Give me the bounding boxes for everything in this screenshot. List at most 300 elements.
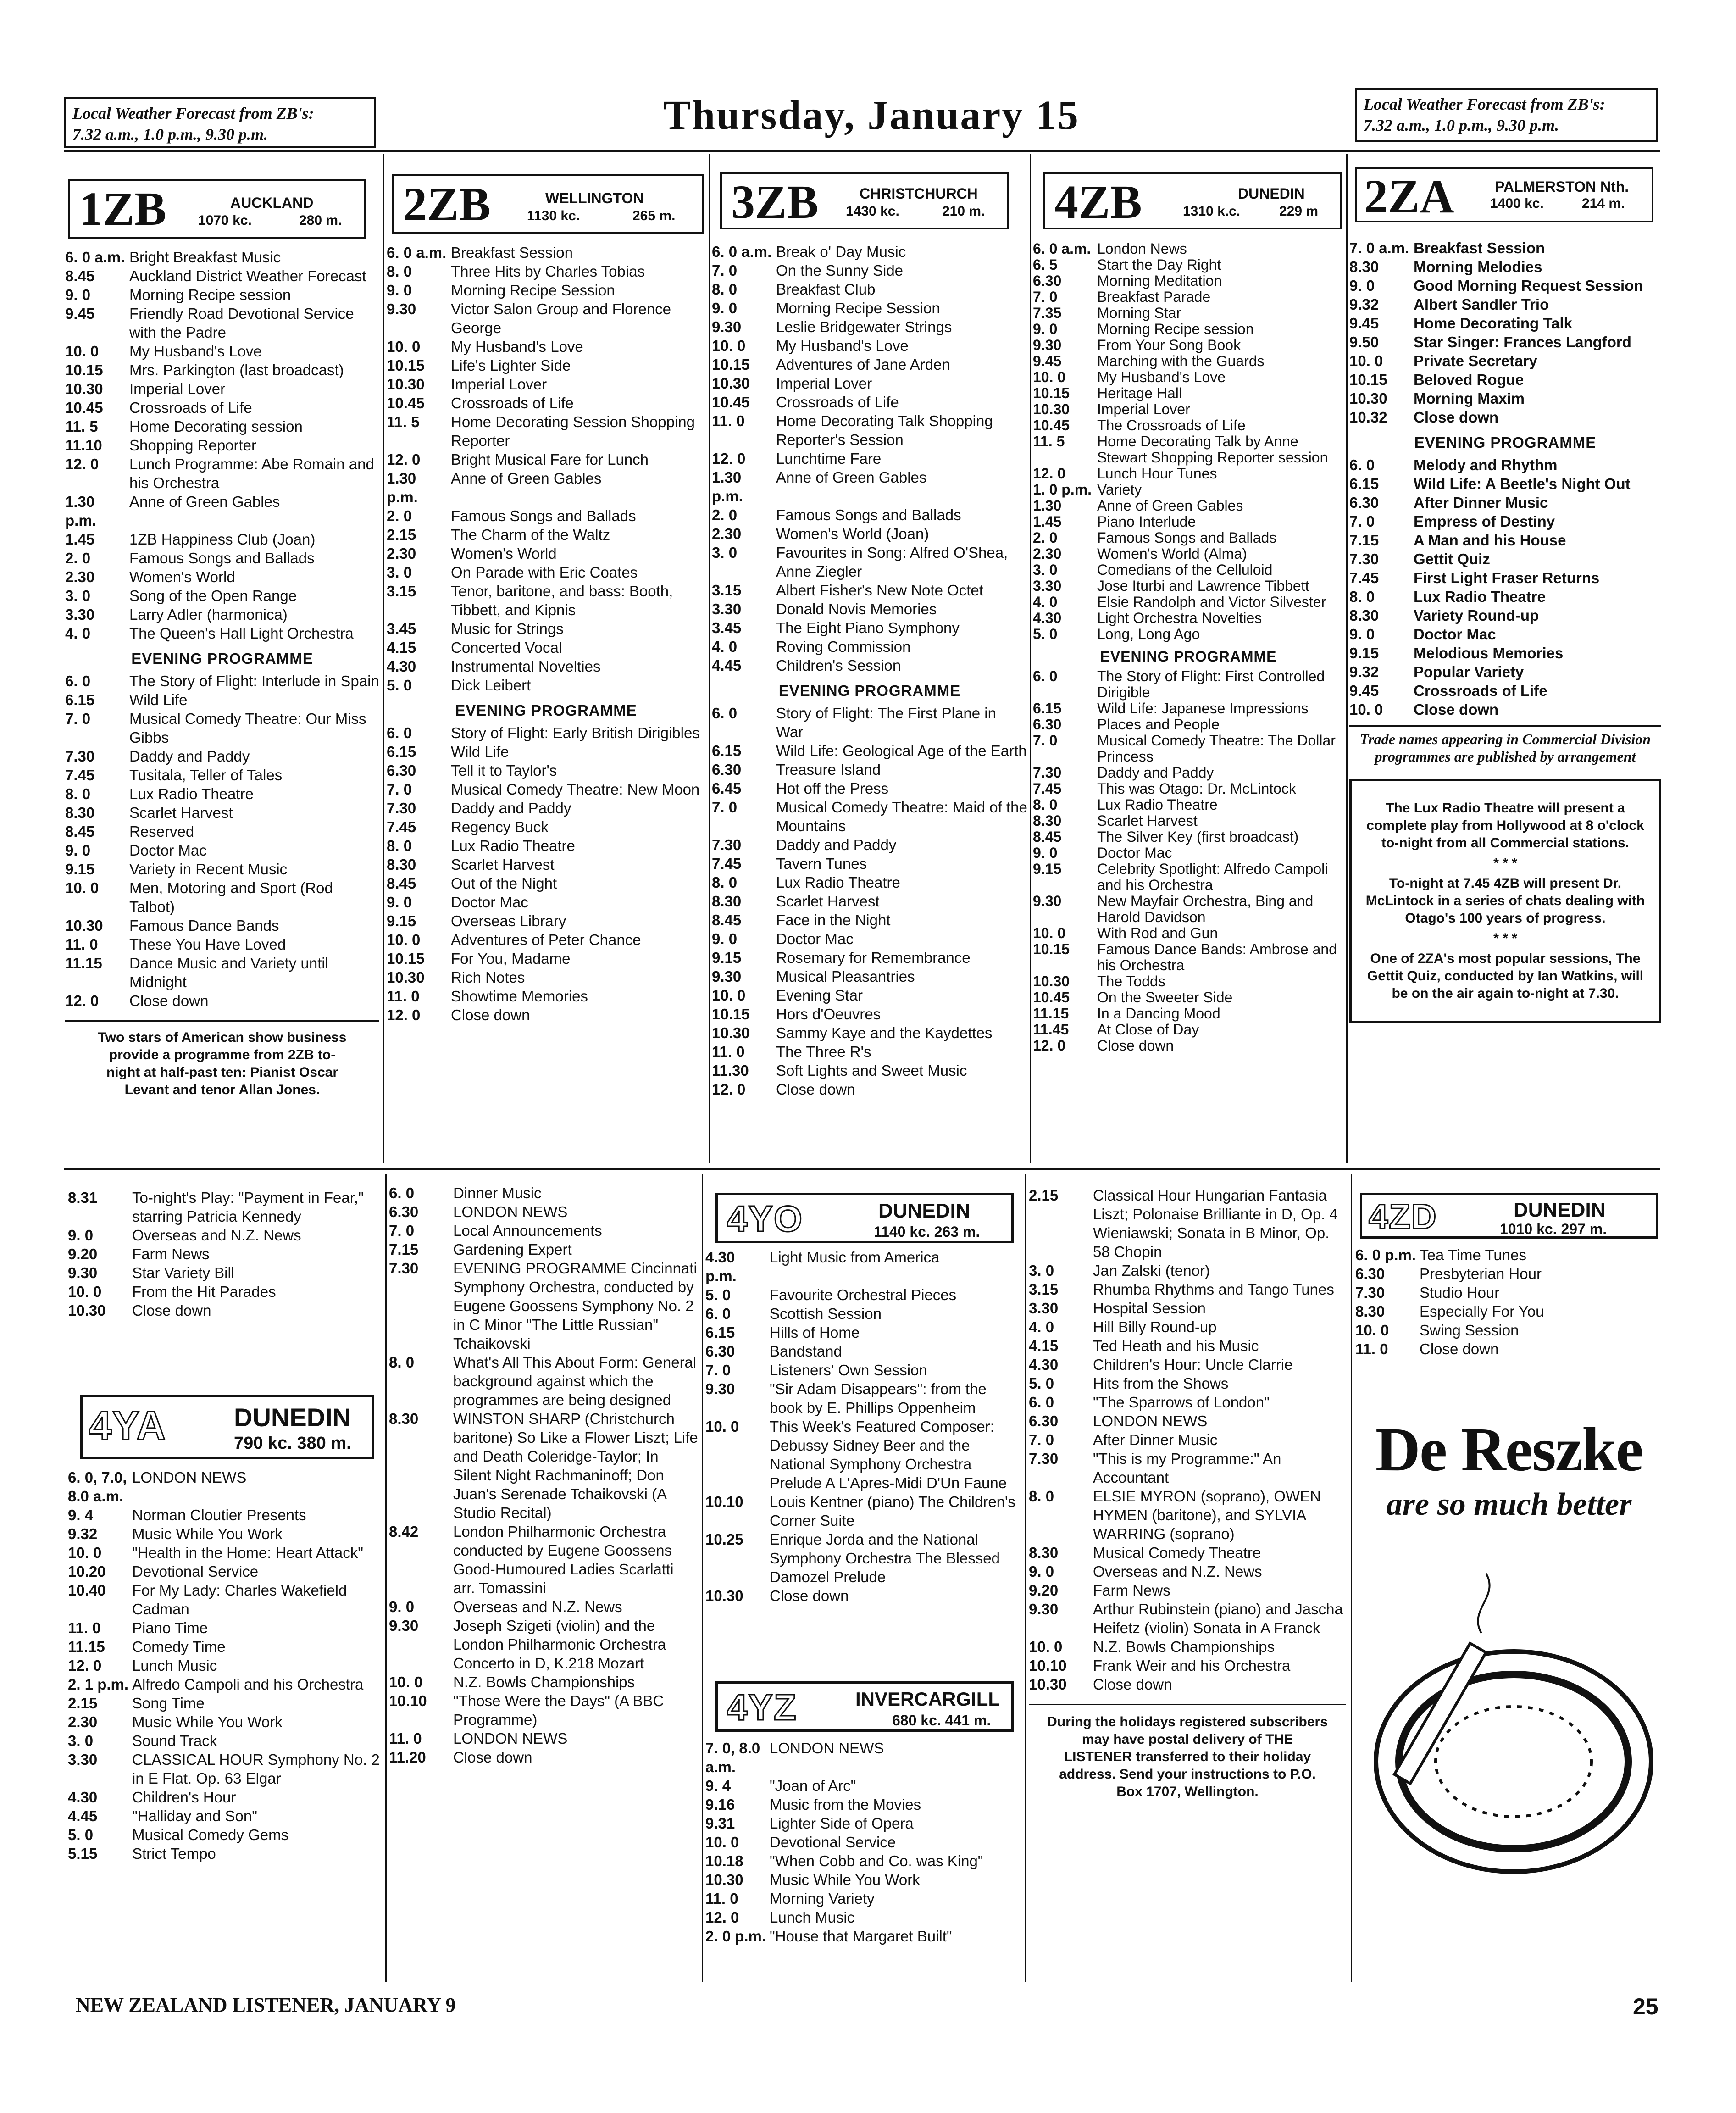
- program-title: Soft Lights and Sweet Music: [776, 1062, 967, 1079]
- program-item: [387, 949, 705, 968]
- program-item: [1033, 369, 1344, 385]
- program-time: 9.30: [1029, 1601, 1059, 1618]
- program-time: 8.30: [1355, 1303, 1385, 1320]
- program-time: 5. 0: [1029, 1375, 1054, 1392]
- program-item: [65, 398, 379, 417]
- program-title: To-night's Play: "Payment in Fear," starring Patricia Kennedy: [132, 1189, 364, 1225]
- program-item: [387, 855, 705, 874]
- program-item: [1029, 1600, 1346, 1637]
- announcement-2za: One of 2ZA's most popular sessions, The Gettit Quiz, conducted by Ian Watkins, will be on the air again to-night at 7.30.: [1367, 951, 1644, 1001]
- program-item: [712, 280, 1027, 299]
- program-title: New Mayfair Orchestra, Bing and Harold Davidson: [1097, 893, 1314, 925]
- station-call: 4ZD: [1369, 1197, 1437, 1236]
- program-title: Dance Music and Variety until Midnight: [129, 955, 329, 990]
- program-item: [68, 1750, 382, 1788]
- station-call: 1ZB: [79, 183, 166, 235]
- program-title: Musical Comedy Theatre: New Moon: [451, 781, 700, 798]
- program-item: [1349, 606, 1661, 625]
- station-call: 2ZB: [403, 178, 491, 231]
- program-title: WINSTON SHARP (Christchurch baritone) So Like a Flower Liszt; Life and Death Coleridge-Taylor; In Silent Night Rachmaninoff; Don Juan's Serenade Tchaikovski (A Studio Recital): [453, 1410, 698, 1521]
- program-title: Life's Lighter Side: [451, 357, 571, 374]
- program-title: Imperial Lover: [776, 375, 872, 392]
- program-item: [65, 285, 379, 304]
- program-title: Crossroads of Life: [776, 394, 899, 411]
- program-time: 10. 0: [65, 343, 99, 360]
- weather-left-line1: Local Weather Forecast from ZB's:: [72, 104, 314, 122]
- program-time: 4.30: [1033, 610, 1062, 626]
- program-time: 12. 0: [1033, 465, 1066, 482]
- day-list: [705, 1739, 1022, 1946]
- program-title: Musical Comedy Theatre: The Dollar Princess: [1097, 732, 1336, 765]
- program-time: 1.30 p.m.: [712, 469, 743, 505]
- column-rule: [1025, 1174, 1026, 1982]
- program-time: 12. 0: [68, 1657, 102, 1674]
- program-title: Close down: [1093, 1676, 1172, 1693]
- program-title: Close down: [132, 1302, 211, 1319]
- program-item: [1355, 1340, 1660, 1358]
- program-item: [387, 799, 705, 817]
- program-title: Albert Sandler Trio: [1414, 296, 1549, 313]
- program-title: Break o' Day Music: [776, 243, 906, 260]
- program-title: At Close of Day: [1097, 1021, 1199, 1038]
- program-item: [387, 356, 705, 375]
- program-item: [68, 1731, 382, 1750]
- program-title: The Todds: [1097, 973, 1165, 990]
- day-list: [65, 248, 379, 643]
- column-note: Two stars of American show business provide a programme from 2ZB to-night at half-past ten: Pianist Oscar Levant and tenor Allan Jones.: [98, 1030, 347, 1097]
- program-time: 3. 0: [68, 1732, 94, 1749]
- program-item: [68, 1506, 382, 1524]
- program-time: 6.15: [1349, 475, 1379, 492]
- program-time: 8.30: [1033, 812, 1062, 829]
- program-item: [712, 986, 1027, 1005]
- program-time: 9.30: [1033, 337, 1062, 353]
- program-item: [387, 723, 705, 742]
- program-time: 8.45: [1033, 829, 1062, 845]
- program-time: 3.15: [387, 583, 416, 600]
- column-4yz: [705, 1739, 1022, 1946]
- program-item: [68, 1694, 382, 1713]
- program-item: [705, 1586, 1022, 1605]
- program-time: 8.42: [389, 1523, 419, 1540]
- program-item: [705, 1852, 1022, 1870]
- program-item: [1033, 925, 1344, 941]
- program-time: 5. 0: [1033, 626, 1058, 642]
- station-wave: 265 m.: [632, 208, 676, 223]
- program-time: 4.15: [1029, 1337, 1059, 1354]
- column-4zd: [1355, 1246, 1660, 1358]
- program-time: 9.45: [1349, 682, 1379, 699]
- program-title: Close down: [770, 1587, 849, 1604]
- program-title: Wild Life: Japanese Impressions: [1097, 700, 1309, 717]
- program-item: [389, 1597, 699, 1616]
- program-title: First Light Fraser Returns: [1414, 569, 1600, 586]
- station-freq: 1070 kc.: [198, 213, 252, 228]
- program-item: [65, 624, 379, 643]
- program-item: [1033, 813, 1344, 829]
- program-item: [1033, 578, 1344, 594]
- program-time: 6.30: [712, 761, 742, 778]
- program-title: Strict Tempo: [132, 1845, 216, 1862]
- program-time: 8.30: [387, 856, 416, 873]
- program-title: Gettit Quiz: [1414, 550, 1490, 567]
- program-item: [65, 605, 379, 624]
- announcement-lux: The Lux Radio Theatre will present a complete play from Hollywood at 8 o'clock to-night from all Commercial stations.: [1366, 801, 1644, 851]
- program-item: [705, 1927, 1022, 1946]
- program-item: [1349, 531, 1661, 550]
- program-item: [1033, 321, 1344, 337]
- program-item: [387, 676, 705, 695]
- program-time: 8.45: [712, 912, 742, 929]
- program-time: 3.15: [1029, 1281, 1059, 1298]
- program-item: [712, 798, 1027, 835]
- program-item: [68, 1637, 382, 1656]
- program-item: [712, 543, 1027, 581]
- program-item: [712, 637, 1027, 656]
- program-time: 7.45: [1033, 780, 1062, 797]
- program-title: Imperial Lover: [451, 376, 547, 393]
- program-title: On the Sunny Side: [776, 262, 904, 279]
- program-time: 5.15: [68, 1845, 98, 1862]
- station-call: 4YO: [727, 1198, 804, 1239]
- program-title: Empress of Destiny: [1414, 513, 1555, 530]
- column-cont-1: [68, 1188, 382, 1320]
- program-item: [1033, 498, 1344, 514]
- program-title: Close down: [1097, 1037, 1174, 1054]
- program-title: Private Secretary: [1414, 352, 1537, 369]
- program-time: 8. 0: [712, 874, 738, 891]
- program-title: The Story of Flight: First Controlled Dirigible: [1097, 668, 1325, 701]
- program-title: Morning Melodies: [1414, 258, 1542, 275]
- program-title: Music While You Work: [770, 1871, 920, 1888]
- program-title: Long, Long Ago: [1097, 626, 1200, 642]
- program-item: [1349, 351, 1661, 370]
- program-item: [705, 1342, 1022, 1361]
- program-title: Music for Strings: [451, 620, 564, 637]
- program-title: Beloved Rogue: [1414, 371, 1524, 388]
- program-time: 10. 0: [712, 337, 746, 354]
- program-title: Children's Hour: Uncle Clarrie: [1093, 1356, 1293, 1373]
- program-title: Daddy and Paddy: [1097, 764, 1214, 781]
- program-title: Scottish Session: [770, 1305, 882, 1322]
- program-item: [1349, 314, 1661, 333]
- program-item: [712, 600, 1027, 618]
- program-title: For My Lady: Charles Wakefield Cadman: [132, 1582, 347, 1618]
- program-title: Adventures of Peter Chance: [451, 931, 641, 948]
- program-time: 9.30: [389, 1617, 419, 1634]
- program-item: [705, 1908, 1022, 1927]
- program-time: 6. 0, 7.0, 8.0 a.m.: [68, 1469, 127, 1505]
- program-time: 9. 0: [387, 894, 412, 911]
- program-time: 10.15: [712, 1006, 750, 1023]
- program-item: [1033, 668, 1344, 701]
- program-title: Breakfast Parade: [1097, 289, 1211, 305]
- program-time: 7.45: [712, 855, 742, 872]
- program-time: 10. 0: [1349, 352, 1383, 369]
- program-item: [705, 1304, 1022, 1323]
- program-item: [1033, 546, 1344, 562]
- program-item: [1349, 662, 1661, 681]
- station-freq: 1010 kc. 297 m.: [1500, 1221, 1607, 1237]
- program-item: [712, 1005, 1027, 1023]
- program-title: Star Variety Bill: [132, 1264, 235, 1281]
- program-time: 10. 0: [1033, 369, 1066, 385]
- program-item: [387, 930, 705, 949]
- program-item: [1033, 241, 1344, 257]
- station-call: 2ZA: [1364, 170, 1454, 223]
- program-item: [1033, 417, 1344, 434]
- program-time: 10.10: [705, 1493, 743, 1510]
- program-title: Story of Flight: The First Plane in War: [776, 705, 996, 740]
- program-time: 6. 0 a.m.: [712, 243, 772, 260]
- program-title: CLASSICAL HOUR Symphony No. 2 in E Flat. Op. 63 Elgar: [132, 1751, 380, 1787]
- program-time: 3. 0: [65, 587, 91, 604]
- evening-list: [1033, 668, 1344, 1054]
- program-time: 3.30: [68, 1751, 98, 1768]
- program-title: LONDON NEWS: [453, 1730, 568, 1747]
- program-time: 9.15: [1033, 861, 1062, 877]
- program-time: 2. 0: [65, 550, 91, 567]
- program-item: [65, 436, 379, 455]
- program-item: [1349, 370, 1661, 389]
- program-time: 7. 0: [1033, 289, 1058, 305]
- program-time: 8.31: [68, 1189, 98, 1206]
- program-title: Tavern Tunes: [776, 855, 867, 872]
- program-time: 7.30: [389, 1260, 419, 1277]
- program-title: Frank Weir and his Orchestra: [1093, 1657, 1291, 1674]
- program-time: 10. 0: [712, 987, 746, 1004]
- program-time: 6.15: [65, 691, 95, 708]
- program-title: Light Music from America: [770, 1249, 940, 1266]
- program-time: 7.30: [1355, 1284, 1385, 1301]
- program-title: Out of the Night: [451, 875, 557, 892]
- program-title: The Charm of the Waltz: [451, 526, 610, 543]
- program-title: Marching with the Guards: [1097, 353, 1265, 369]
- program-time: 11. 5: [1033, 433, 1065, 450]
- program-item: [705, 1285, 1022, 1304]
- program-title: Wild Life: Geological Age of the Earth: [776, 742, 1027, 759]
- program-time: 6.15: [387, 743, 416, 760]
- program-title: Crossroads of Life: [1414, 682, 1547, 699]
- program-item: [1349, 239, 1661, 257]
- program-time: 7.35: [1033, 305, 1062, 321]
- program-item: [387, 1006, 705, 1024]
- program-item: [1355, 1321, 1660, 1340]
- program-title: Melodious Memories: [1414, 645, 1564, 662]
- program-time: 7. 0: [387, 781, 412, 798]
- program-title: Melody and Rhythm: [1414, 456, 1558, 473]
- program-time: 10.15: [1349, 371, 1387, 388]
- program-item: [1029, 1412, 1346, 1430]
- program-item: [68, 1245, 382, 1263]
- program-time: 10.30: [1033, 973, 1070, 990]
- program-time: 7.15: [389, 1241, 419, 1258]
- section-rule: [64, 1168, 1660, 1170]
- program-title: Morning Meditation: [1097, 272, 1222, 289]
- program-item: [389, 1259, 699, 1353]
- afternoon-list: [1029, 1186, 1346, 1694]
- program-item: [1029, 1186, 1346, 1261]
- program-title: Classical Hour Hungarian Fantasia Liszt; Polonaise Brilliante in D, Op. 4 Wieniawski; Sonata in B Minor, Op. 58 Chopin: [1093, 1187, 1338, 1260]
- program-item: [712, 892, 1027, 911]
- program-time: 2. 0: [712, 506, 738, 523]
- program-time: 10.30: [712, 375, 750, 392]
- announcement-box: [1349, 779, 1661, 1023]
- program-item: [1033, 514, 1344, 530]
- program-item: [1033, 1038, 1344, 1054]
- program-item: [712, 618, 1027, 637]
- program-title: Lunch Music: [132, 1657, 217, 1674]
- program-item: [389, 1202, 699, 1221]
- program-time: 9. 0: [1349, 277, 1375, 294]
- program-item: [712, 393, 1027, 411]
- station-name: AUCKLAND: [230, 195, 314, 211]
- program-time: 11.45: [1033, 1021, 1069, 1038]
- program-time: 10.10: [1029, 1657, 1067, 1674]
- program-title: Donald Novis Memories: [776, 601, 937, 617]
- program-item: [65, 304, 379, 342]
- program-title: Bandstand: [770, 1343, 842, 1360]
- evening-list: [389, 1184, 699, 1767]
- program-item: [1033, 353, 1344, 369]
- program-title: On Parade with Eric Coates: [451, 564, 638, 581]
- column-4ya: [68, 1468, 382, 1863]
- program-time: 10.30: [387, 376, 425, 393]
- program-title: Overseas and N.Z. News: [453, 1598, 622, 1615]
- program-time: 10. 0: [65, 879, 99, 896]
- station-name: DUNEDIN: [1514, 1199, 1606, 1221]
- program-item: [387, 412, 705, 450]
- program-item: [68, 1713, 382, 1731]
- program-item: [387, 337, 705, 356]
- program-title: Sammy Kaye and the Kaydettes: [776, 1024, 993, 1041]
- program-title: Music While You Work: [132, 1525, 283, 1542]
- program-time: 3.45: [712, 619, 742, 636]
- day-list: [712, 242, 1027, 675]
- program-title: Joseph Szigeti (violin) and the London Philharmonic Orchestra Concerto in D, K.218 Mozart: [453, 1617, 666, 1672]
- program-title: Enrique Jorda and the National Symphony Orchestra The Blessed Damozel Prelude: [770, 1531, 1000, 1585]
- station-box-4ya: [80, 1395, 374, 1459]
- program-title: Children's Session: [776, 657, 901, 674]
- note-rule: [65, 1020, 379, 1022]
- program-item: [389, 1673, 699, 1691]
- program-time: 10.15: [1033, 385, 1070, 401]
- program-item: [712, 835, 1027, 854]
- program-title: Popular Variety: [1414, 663, 1524, 680]
- header-rule: [64, 150, 1660, 152]
- program-item: [712, 854, 1027, 873]
- program-item: [68, 1468, 382, 1506]
- program-title: Close down: [1414, 409, 1499, 426]
- footer-issue: NEW ZEALAND LISTENER, JANUARY 9: [76, 1994, 456, 2016]
- program-time: 6.30: [1355, 1265, 1385, 1282]
- program-title: A Man and his House: [1414, 532, 1566, 549]
- program-title: Women's World (Alma): [1097, 545, 1247, 562]
- program-item: [705, 1870, 1022, 1889]
- program-title: "Sir Adam Disappears": from the book by E. Phillips Oppenheim: [770, 1380, 987, 1416]
- program-time: 8. 0: [389, 1354, 415, 1371]
- program-item: [1033, 941, 1344, 973]
- program-time: 11. 5: [387, 413, 420, 430]
- program-item: [712, 656, 1027, 675]
- program-item: [712, 1080, 1027, 1099]
- program-time: 9.16: [705, 1796, 735, 1813]
- program-title: Close down: [129, 992, 209, 1009]
- column-rule: [702, 1174, 703, 1982]
- program-time: 7. 0: [705, 1362, 731, 1379]
- program-time: 1. 0 p.m.: [1033, 481, 1092, 498]
- program-title: Tea Time Tunes: [1420, 1246, 1526, 1263]
- program-title: The Crossroads of Life: [1097, 417, 1246, 434]
- column-2zb: [387, 243, 705, 1024]
- program-item: [65, 492, 379, 530]
- program-time: 4.45: [712, 657, 742, 674]
- column-rule: [1351, 1174, 1352, 1982]
- station-box-3zb: [720, 172, 1009, 229]
- program-title: Story of Flight: Early British Dirigibles: [451, 724, 700, 741]
- program-title: Star Singer: Frances Langford: [1414, 334, 1631, 350]
- program-item: [65, 747, 379, 766]
- program-time: 6. 0: [387, 724, 412, 741]
- program-item: [1029, 1430, 1346, 1449]
- program-title: Song Time: [132, 1695, 205, 1712]
- page-title: Thursday, January 15: [663, 93, 1080, 138]
- program-item: [1033, 845, 1344, 861]
- program-title: Women's World (Joan): [776, 525, 929, 542]
- program-title: Anne of Green Gables: [1097, 497, 1243, 514]
- program-title: Wild Life: [129, 691, 188, 708]
- program-title: Home Decorating Talk by Anne Stewart Shopping Reporter session: [1097, 433, 1328, 466]
- program-time: 10. 0: [1029, 1638, 1063, 1655]
- station-call: 4YZ: [727, 1687, 797, 1728]
- weather-right-line1: Local Weather Forecast from ZB's:: [1364, 95, 1605, 113]
- program-title: Ted Heath and his Music: [1093, 1337, 1259, 1354]
- program-title: "Those Were the Days" (A BBC Programme): [453, 1692, 664, 1728]
- program-item: [65, 860, 379, 879]
- program-item: [705, 1889, 1022, 1908]
- program-title: Especially For You: [1420, 1303, 1544, 1320]
- program-title: On the Sweeter Side: [1097, 989, 1233, 1006]
- day-list: [1349, 239, 1661, 427]
- station-name: WELLINGTON: [545, 190, 644, 206]
- program-item: [65, 803, 379, 822]
- program-time: 4. 0: [1033, 594, 1058, 610]
- program-time: 7. 0: [712, 262, 738, 279]
- program-title: Hot off the Press: [776, 780, 889, 797]
- program-time: 10.15: [387, 357, 425, 374]
- program-title: Musical Comedy Gems: [132, 1826, 289, 1843]
- program-time: 9. 4: [705, 1777, 731, 1794]
- program-title: Doctor Mac: [1097, 845, 1172, 861]
- program-item: [1033, 385, 1344, 401]
- program-title: "The Sparrows of London": [1093, 1394, 1270, 1411]
- program-time: 10. 0: [705, 1418, 739, 1435]
- program-time: 12. 0: [712, 1081, 746, 1098]
- column-rule: [383, 154, 384, 1163]
- program-title: "Halliday and Son": [132, 1807, 257, 1824]
- stars-divider: * * *: [1493, 856, 1517, 871]
- program-time: 6. 0: [65, 673, 91, 690]
- program-item: [389, 1353, 699, 1409]
- program-title: Breakfast Club: [776, 281, 876, 298]
- station-name: DUNEDIN: [234, 1403, 351, 1432]
- program-item: [1349, 474, 1661, 493]
- program-title: Lunch Music: [770, 1909, 855, 1926]
- program-time: 7.45: [1349, 569, 1379, 586]
- program-title: Showtime Memories: [451, 988, 588, 1005]
- program-title: Children's Hour: [132, 1789, 236, 1806]
- program-title: Hospital Session: [1093, 1300, 1206, 1317]
